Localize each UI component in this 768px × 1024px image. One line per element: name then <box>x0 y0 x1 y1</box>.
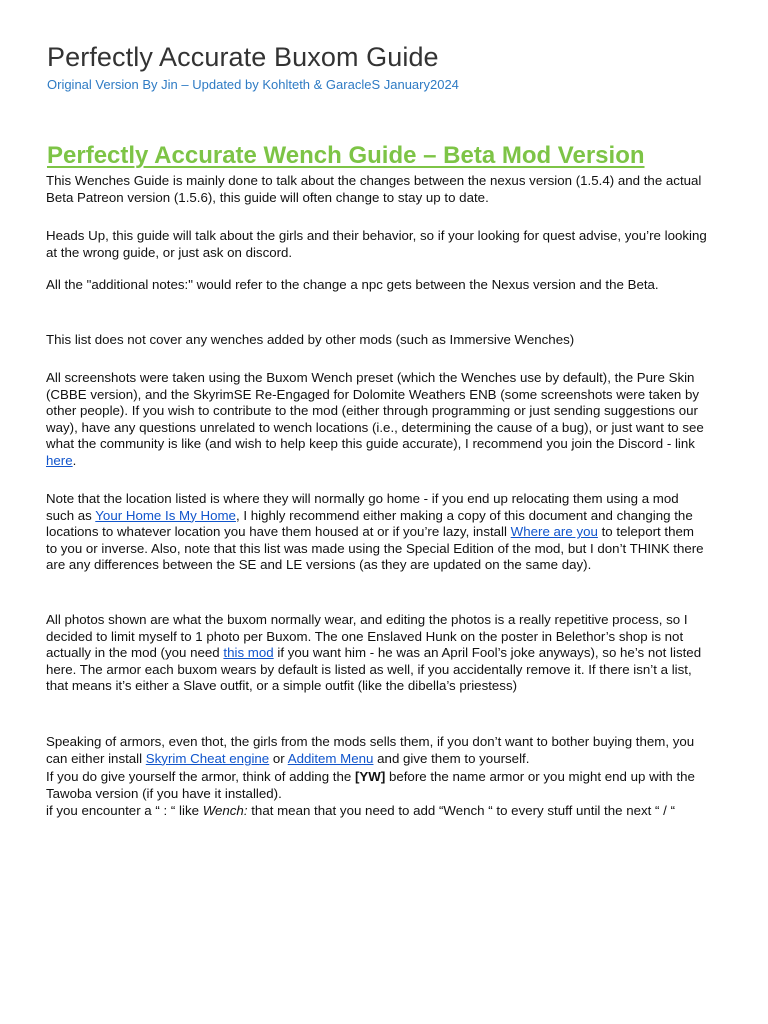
armors-text-2: or <box>269 750 288 766</box>
photos-paragraph <box>46 612 708 695</box>
location-paragraph <box>46 491 708 574</box>
screenshots-text: All screenshots were taken using the Buxom Wench preset (which the Wenches use by default), the Pure Skin (CBBE version), and the SkyrimSE Re-Engaged for Dolomite Weathers ENB (some screenshots were taken by other people). If you wish to contribute to the mod (either through programming or just sending suggestions our way), have any questions unrelated to wench locations (i.e., determining the cause of a bug), or just want to see what the community is like (and wish to help keep this guide accurate), I recommend you join the Discord - link <box>46 370 704 452</box>
your-home-is-my-home-link[interactable]: Your Home Is My Home <box>95 507 236 523</box>
document-subtitle: Original Version By Jin – Updated by Kohlteth & GaracleS January2024 <box>47 77 459 92</box>
where-are-you-link[interactable]: Where are you <box>510 524 598 540</box>
screenshots-paragraph <box>46 370 708 470</box>
armors-paragraph <box>46 734 708 767</box>
heads-up-paragraph: Heads Up, this guide will talk about the girls and their behavior, so if your looking for quest advise, you’re looking at the wrong guide, or just ask on discord. <box>46 228 707 260</box>
location-text-2: , I highly recommend either making a copy of this document and changing the locations to whatever location you have them housed at or if you’re lazy, install <box>46 507 693 540</box>
photos-text-2: if you want him - he was an April Fool’s joke anyways), so he’s not listed here. The armor each buxom wears by default is listed as well, if you accidentally remove it. If there isn’t a list, that means it’s either a Slave outfit, or a simple outfit (like the dibella’s priestess) <box>46 645 702 694</box>
additem-menu-link[interactable]: Additem Menu <box>287 750 374 766</box>
this-mod-link[interactable]: this mod <box>223 645 274 661</box>
yw-tag: [YW] <box>354 769 386 784</box>
intro-paragraph: This Wenches Guide is mainly done to talk about the changes between the nexus version (1.5.4) and the actual Beta Patreon version (1.5.6), this guide will often change to stay up to date. <box>46 173 702 205</box>
discord-link[interactable]: here <box>46 452 73 468</box>
prefix-tip-text-2: before the name armor or you might end up with the Tawoba version (if you have it installed). <box>46 769 695 801</box>
armors-text-1: Speaking of armors, even thot, the girls from the mods sells them, if you don’t want to bother buying them, you can either install <box>46 734 695 766</box>
skyrim-cheat-engine-link[interactable]: Skyrim Cheat engine <box>145 750 270 766</box>
additional-notes-paragraph: All the "additional notes:" would refer to the change a npc gets between the Nexus version and the Beta. <box>46 277 659 292</box>
section-heading: Perfectly Accurate Wench Guide – Beta Mod Version <box>47 142 645 169</box>
list-scope-paragraph: This list does not cover any wenches added by other mods (such as Immersive Wenches) <box>46 332 575 347</box>
photos-text-1: All photos shown are what the buxom normally wear, and editing the photos is a really repetitive process, so I decided to limit myself to 1 photo per Buxom. The one Enslaved Hunk on the poster in Belethor’s shop is not actually in the mod (you need <box>46 612 688 661</box>
armors-text-3: and give them to yourself. <box>373 750 530 766</box>
wench-tip-text-2: that mean that you need to add “Wench “ to every stuff until the next “ / “ <box>247 803 675 818</box>
wench-word: Wench: <box>202 803 248 818</box>
screenshots-text-end: . <box>72 452 77 468</box>
document-title: Perfectly Accurate Buxom Guide <box>47 42 439 72</box>
prefix-tip-paragraph <box>46 769 708 802</box>
prefix-tip-text-1: If you do give yourself the armor, think of adding the <box>46 769 355 784</box>
wench-tip-text-1: if you encounter a “ : “ like <box>46 803 203 818</box>
location-text-3: to teleport them to you or inverse. Also, note that this list was made using the Special Edition of the mod, but I don’t THINK there are any differences between the SE and LE versions (as they are updated on the same day). <box>46 524 704 573</box>
location-text-1: Note that the location listed is where they will normally go home - if you end up relocating them using a mod such as <box>46 491 679 523</box>
wench-tip-paragraph <box>46 803 708 820</box>
